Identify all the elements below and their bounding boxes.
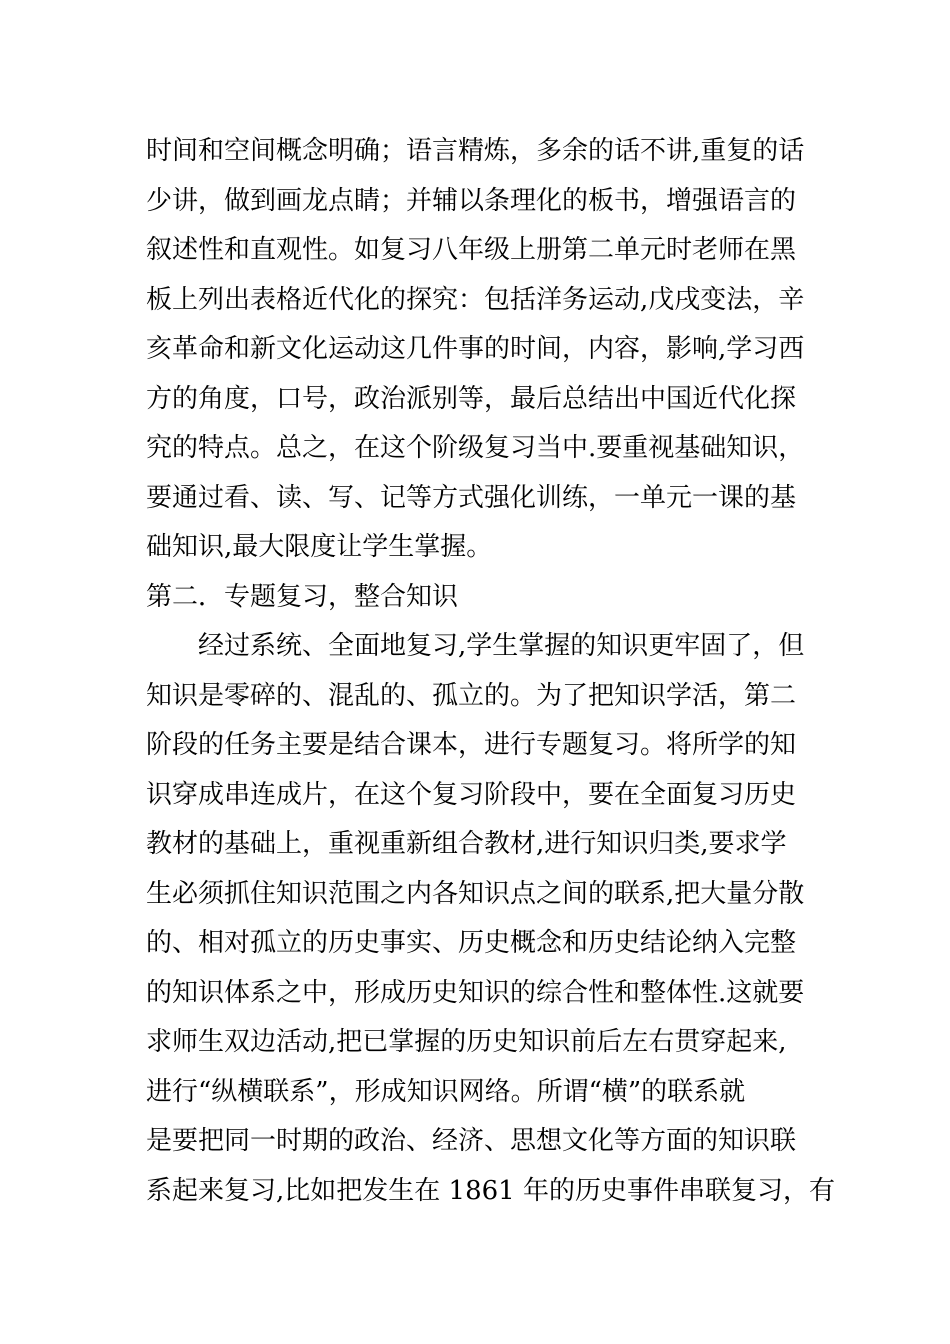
body-text (146, 127, 835, 1216)
text-line: 的、相对孤立的历史事实、历史概念和历史结论纳入完整 (146, 928, 797, 958)
text-line: 时间和空间概念明确；语言精炼，多余的话不讲,重复的话 (146, 136, 805, 166)
text-line: 识穿成串连成片，在这个复习阶段中，要在全面复习历史 (146, 779, 797, 810)
text-line: 方的角度，口号，政治派别等，最后总结出中国近代化探 (146, 383, 797, 414)
text-line: 求师生双边活动,把已掌握的历史知识前后左右贯穿起来, (146, 1027, 787, 1057)
text-line: 的知识体系之中，形成历史知识的综合性和整体性.这就要 (146, 977, 805, 1008)
text-line: 础知识,最大限度让学生掌握。 (146, 532, 493, 562)
paragraph-1 (146, 127, 806, 573)
text-line: 究的特点。总之，在这个阶级复习当中.要重视基础知识， (146, 433, 805, 463)
text-line: 经过系统、全面地复习,学生掌握的知识更牢固了，但 (198, 631, 805, 661)
text-line: 教材的基础上，重视重新组合教材,进行知识归类,要求学 (146, 829, 787, 859)
text-line: 进行“纵横联系”，形成知识网络。所谓“横”的联系就 (146, 1076, 746, 1107)
text-line: 少讲，做到画龙点睛；并辅以条理化的板书，增强语言的 (146, 185, 797, 216)
text-line: 系起来复习,比如把发生在 1861 年的历史事件串联复习，有 (146, 1175, 835, 1206)
text-line: 亥革命和新文化运动这几件事的时间，内容，影响,学习西 (146, 334, 805, 364)
text-line: 叙述性和直观性。如复习八年级上册第二单元时老师在黑 (146, 235, 797, 265)
text-line: 生必须抓住知识范围之内各知识点之间的联系,把大量分散 (146, 878, 805, 909)
section-heading: 第二．专题复习，整合知识 (146, 581, 459, 612)
text-line: 阶段的任务主要是结合课本，进行专题复习。将所学的知 (146, 730, 797, 760)
text-line: 是要把同一时期的政治、经济、思想文化等方面的知识联 (146, 1126, 797, 1156)
text-line: 要通过看、读、写、记等方式强化训练，一单元一课的基 (146, 482, 797, 513)
text-line: 知识是零碎的、混乱的、孤立的。为了把知识学活，第二 (146, 680, 797, 711)
text-line: 板上列出表格近代化的探究：包括洋务运动,戊戌变法，辛 (146, 284, 805, 315)
paragraph-2 (146, 622, 835, 1216)
